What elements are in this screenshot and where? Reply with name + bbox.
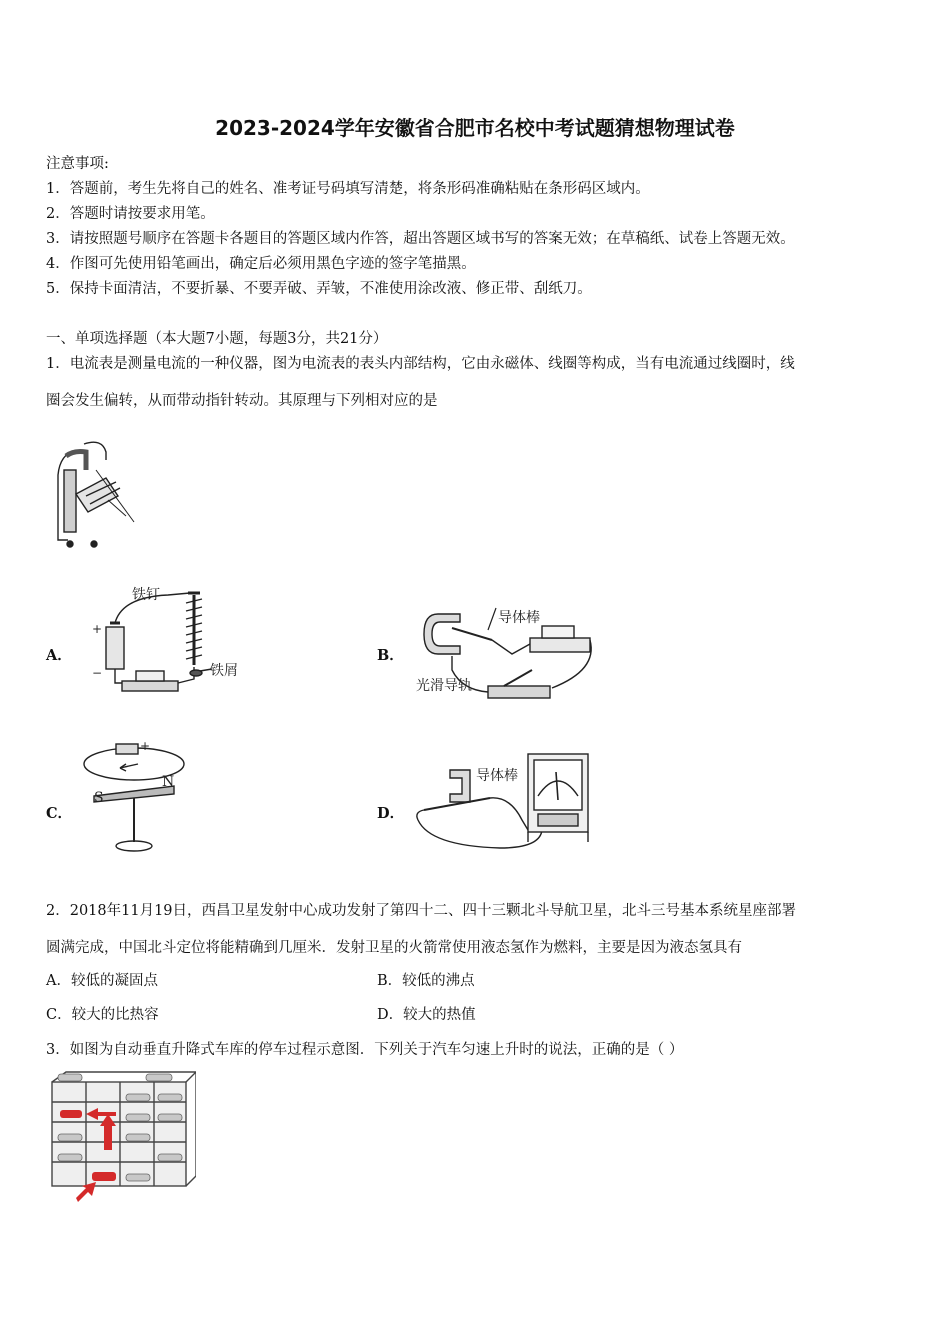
fig-d-rod-label: 导体棒 — [476, 768, 518, 784]
notice-item-4: 4．作图可先使用铅笔画出，确定后必须用黑色字迹的签字笔描黑。 — [46, 256, 476, 272]
notice-item-2: 2．答题时请按要求用笔。 — [46, 206, 215, 222]
fig-a-plus-label: + — [92, 622, 103, 636]
fig-a-filings-label: 铁屑 — [210, 663, 238, 679]
notice-item-5: 5．保持卡面清洁，不要折暴、不要弄破、弄皱，不准使用涂改液、修正带、刮纸刀。 — [46, 281, 592, 297]
q1-text-line2: 圈会发生偏转，从而带动指针转动。其原理与下列相对应的是 — [46, 393, 438, 409]
notice-item-1: 1．答题前，考生先将自己的姓名、准考证号码填写清楚，将条形码准确粘贴在条形码区域内。 — [46, 181, 650, 197]
fig-c-south-label: S — [94, 790, 104, 806]
q1-option-d-label[interactable]: D． — [377, 805, 405, 822]
notice-heading: 注意事项: — [46, 156, 109, 172]
page-title: 2023-2024学年安徽省合肥市名校中考试题猜想物理试卷 — [215, 116, 735, 140]
coil-compass-figure — [80, 740, 190, 860]
q2-option-b[interactable]: B．较低的沸点 — [377, 973, 475, 989]
fig-a-minus-label: − — [92, 666, 103, 680]
q2-text-line1: 2．2018年11月19日，西昌卫星发射中心成功发射了第四十二、四十三颗北斗导航卫星，北斗三号基本系统星座部署 — [46, 903, 797, 919]
section-heading: 一、单项选择题（本大题7小题，每题3分，共21分） — [46, 331, 388, 347]
conductor-rod-rails-figure — [412, 600, 602, 715]
q2-text-line2: 圆满完成，中国北斗定位将能精确到几厘米．发射卫星的火箭常使用液态氢作为燃料，主要是因为液态氢具有 — [46, 940, 742, 956]
electromagnet-figure — [88, 583, 258, 703]
fig-b-rod-label: 导体棒 — [498, 610, 540, 626]
q1-option-b-label[interactable]: B． — [377, 647, 404, 664]
fig-c-north-label: N — [162, 774, 175, 790]
q2-option-c[interactable]: C．较大的比热容 — [46, 1007, 159, 1023]
q1-text-line1: 1．电流表是测量电流的一种仪器，图为电流表的表头内部结构，它由永磁体、线圈等构成，当有电流通过线圈时，线 — [46, 356, 795, 372]
q1-option-a-label[interactable]: A． — [46, 647, 72, 664]
q2-option-a[interactable]: A．较低的凝固点 — [46, 973, 158, 989]
q2-option-d[interactable]: D．较大的热值 — [377, 1007, 476, 1023]
ammeter-structure-figure — [46, 430, 156, 555]
q1-option-c-label[interactable]: C． — [46, 805, 73, 822]
galvanometer-figure — [410, 750, 595, 860]
fig-b-rail-label: 光滑导轨 — [416, 678, 472, 694]
fig-a-nail-label: 铁钉 — [132, 587, 160, 603]
q3-text-line1: 3．如图为自动垂直升降式车库的停车过程示意图．下列关于汽车匀速上升时的说法，正确的是（ ） — [46, 1042, 684, 1058]
parking-garage-figure — [46, 1068, 196, 1208]
notice-item-3: 3．请按照题号顺序在答题卡各题目的答题区域内作答，超出答题区域书写的答案无效；在草稿纸、试卷上答题无效。 — [46, 231, 795, 247]
fig-c-plus-label: + — [140, 740, 151, 753]
